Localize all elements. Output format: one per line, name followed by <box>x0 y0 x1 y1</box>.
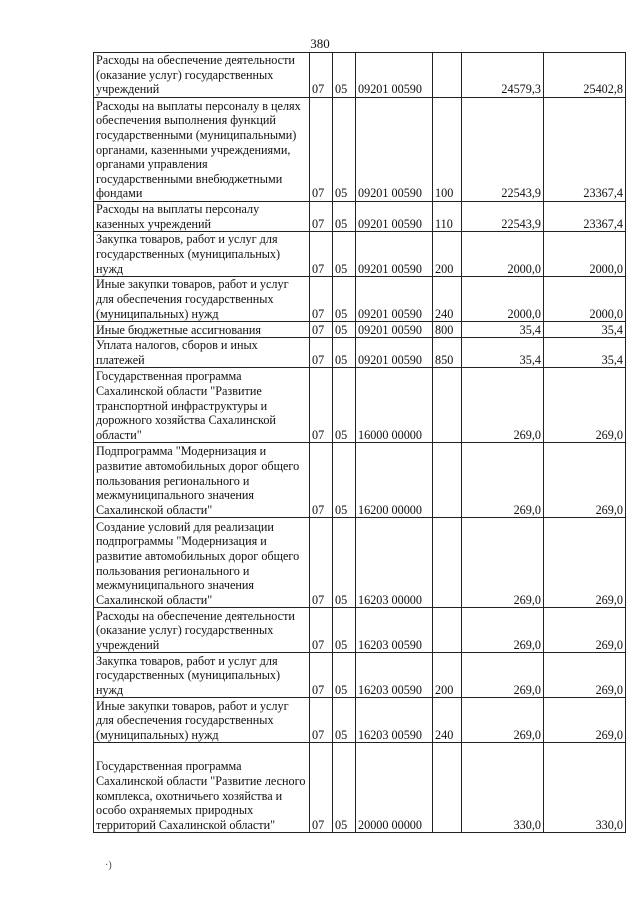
row-amount-year2: 269,0 <box>544 608 626 653</box>
table-row <box>94 368 626 443</box>
row-target-article: 16203 00000 <box>356 518 433 608</box>
row-name: Иные закупки товаров, работ и услуг для обеспечения государственных (муниципальных) нужд <box>94 277 310 322</box>
row-amount-year1: 269,0 <box>462 653 544 698</box>
row-amount-year2: 269,0 <box>544 368 626 443</box>
row-target-article: 16000 00000 <box>356 368 433 443</box>
row-name: Расходы на выплаты персоналу казенных учреждений <box>94 202 310 232</box>
table-row <box>94 518 626 608</box>
row-amount-year1: 269,0 <box>462 698 544 743</box>
row-name: Иные бюджетные ассигнования <box>94 322 310 338</box>
row-target-article: 20000 00000 <box>356 743 433 833</box>
row-name: Государственная программа Сахалинской области "Развитие лесного комплекса, охотничьего хозяйства и особо охраняемых природных территорий Сахалинской области" <box>94 743 310 833</box>
row-section: 07 <box>310 608 333 653</box>
row-section: 07 <box>310 277 333 322</box>
row-amount-year1: 2000,0 <box>462 232 544 277</box>
row-amount-year1: 269,0 <box>462 443 544 518</box>
table-row <box>94 653 626 698</box>
table-row <box>94 698 626 743</box>
row-subsection: 05 <box>333 53 356 98</box>
row-subsection: 05 <box>333 518 356 608</box>
row-section: 07 <box>310 518 333 608</box>
row-target-article: 09201 00590 <box>356 338 433 368</box>
row-target-article: 16203 00590 <box>356 653 433 698</box>
row-name: Уплата налогов, сборов и иных платежей <box>94 338 310 368</box>
row-section: 07 <box>310 368 333 443</box>
row-section: 07 <box>310 53 333 98</box>
row-subsection: 05 <box>333 277 356 322</box>
row-amount-year1: 2000,0 <box>462 277 544 322</box>
table-row <box>94 338 626 368</box>
row-expense-type <box>433 53 462 98</box>
table-row <box>94 53 626 98</box>
row-target-article: 16203 00590 <box>356 698 433 743</box>
row-name: Подпрограмма "Модернизация и развитие автомобильных дорог общего пользования регионального и межмуниципального значения Сахалинской области" <box>94 443 310 518</box>
row-name: Иные закупки товаров, работ и услуг для обеспечения государственных (муниципальных) нужд <box>94 698 310 743</box>
row-amount-year1: 35,4 <box>462 338 544 368</box>
row-section: 07 <box>310 443 333 518</box>
row-subsection: 05 <box>333 338 356 368</box>
budget-table-body <box>94 53 626 833</box>
row-target-article: 09201 00590 <box>356 53 433 98</box>
row-section: 07 <box>310 743 333 833</box>
row-subsection: 05 <box>333 608 356 653</box>
row-name: Закупка товаров, работ и услуг для государственных (муниципальных) нужд <box>94 232 310 277</box>
row-subsection: 05 <box>333 698 356 743</box>
row-section: 07 <box>310 202 333 232</box>
row-target-article: 09201 00590 <box>356 202 433 232</box>
row-expense-type: 240 <box>433 277 462 322</box>
table-row <box>94 322 626 338</box>
row-name: Расходы на обеспечение деятельности (оказание услуг) государственных учреждений <box>94 608 310 653</box>
row-name: Государственная программа Сахалинской области "Развитие транспортной инфраструктуры и дорожного хозяйства Сахалинской области" <box>94 368 310 443</box>
row-amount-year2: 23367,4 <box>544 202 626 232</box>
row-section: 07 <box>310 232 333 277</box>
row-amount-year1: 269,0 <box>462 608 544 653</box>
table-row <box>94 608 626 653</box>
row-section: 07 <box>310 322 333 338</box>
row-expense-type: 850 <box>433 338 462 368</box>
table-row <box>94 743 626 833</box>
row-amount-year1: 24579,3 <box>462 53 544 98</box>
row-expense-type: 200 <box>433 653 462 698</box>
row-amount-year1: 269,0 <box>462 368 544 443</box>
row-amount-year2: 23367,4 <box>544 98 626 202</box>
row-section: 07 <box>310 653 333 698</box>
row-expense-type: 200 <box>433 232 462 277</box>
row-subsection: 05 <box>333 443 356 518</box>
row-amount-year2: 25402,8 <box>544 53 626 98</box>
row-target-article: 16203 00590 <box>356 608 433 653</box>
table-row <box>94 202 626 232</box>
row-amount-year2: 269,0 <box>544 653 626 698</box>
row-target-article: 09201 00590 <box>356 232 433 277</box>
row-target-article: 09201 00590 <box>356 277 433 322</box>
row-expense-type <box>433 443 462 518</box>
row-amount-year2: 269,0 <box>544 518 626 608</box>
row-section: 07 <box>310 698 333 743</box>
table-row <box>94 98 626 202</box>
row-amount-year2: 330,0 <box>544 743 626 833</box>
row-expense-type: 110 <box>433 202 462 232</box>
row-subsection: 05 <box>333 202 356 232</box>
row-name: Расходы на выплаты персоналу в целях обеспечения выполнения функций государственными (муниципальными) органами, казенными учреждениями, органами управления государственными внебюджетными фондами <box>94 98 310 202</box>
row-subsection: 05 <box>333 368 356 443</box>
footer-mark: ·) <box>105 860 112 871</box>
row-expense-type: 800 <box>433 322 462 338</box>
row-expense-type: 240 <box>433 698 462 743</box>
row-section: 07 <box>310 338 333 368</box>
row-expense-type <box>433 608 462 653</box>
row-target-article: 16200 00000 <box>356 443 433 518</box>
row-subsection: 05 <box>333 98 356 202</box>
table-row <box>94 232 626 277</box>
row-subsection: 05 <box>333 743 356 833</box>
table-row <box>94 443 626 518</box>
row-amount-year2: 35,4 <box>544 322 626 338</box>
row-expense-type <box>433 743 462 833</box>
row-amount-year1: 330,0 <box>462 743 544 833</box>
page-number: 380 <box>310 36 330 51</box>
row-expense-type: 100 <box>433 98 462 202</box>
row-amount-year2: 2000,0 <box>544 277 626 322</box>
table-row <box>94 277 626 322</box>
row-expense-type <box>433 368 462 443</box>
row-subsection: 05 <box>333 232 356 277</box>
row-amount-year2: 2000,0 <box>544 232 626 277</box>
row-name: Закупка товаров, работ и услуг для государственных (муниципальных) нужд <box>94 653 310 698</box>
row-name: Расходы на обеспечение деятельности (оказание услуг) государственных учреждений <box>94 53 310 98</box>
row-name: Создание условий для реализации подпрограммы "Модернизация и развитие автомобильных дорог общего пользования регионального и межмуниципального значения Сахалинской области" <box>94 518 310 608</box>
row-subsection: 05 <box>333 322 356 338</box>
row-amount-year2: 269,0 <box>544 443 626 518</box>
row-amount-year2: 269,0 <box>544 698 626 743</box>
row-amount-year1: 269,0 <box>462 518 544 608</box>
row-target-article: 09201 00590 <box>356 98 433 202</box>
row-subsection: 05 <box>333 653 356 698</box>
row-expense-type <box>433 518 462 608</box>
row-amount-year1: 22543,9 <box>462 98 544 202</box>
row-section: 07 <box>310 98 333 202</box>
row-target-article: 09201 00590 <box>356 322 433 338</box>
budget-table <box>93 52 626 833</box>
row-amount-year2: 35,4 <box>544 338 626 368</box>
row-amount-year1: 35,4 <box>462 322 544 338</box>
row-amount-year1: 22543,9 <box>462 202 544 232</box>
